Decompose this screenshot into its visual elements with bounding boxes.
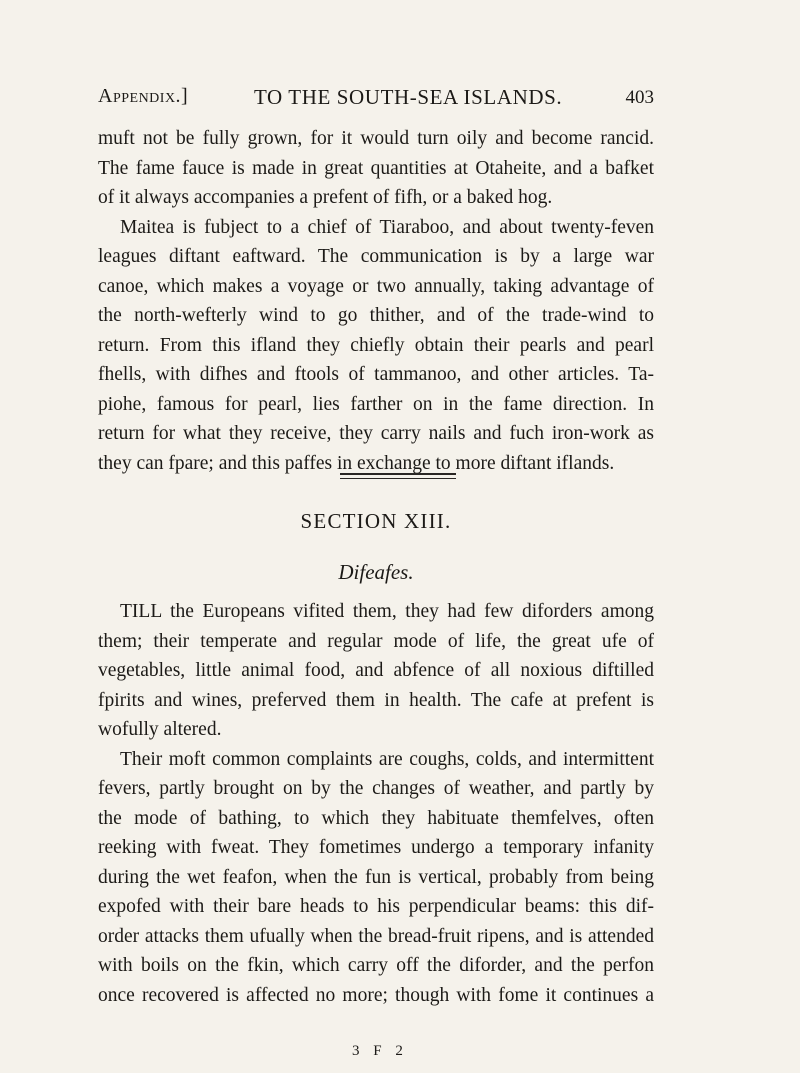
text-line: the north-wefterly wind to go thither, and of the trade-wind to	[98, 305, 654, 326]
text-line: vegetables, little animal food, and abfence of all noxious diftilled	[98, 660, 654, 681]
text-line: of it always accompanies a prefent of fifh, or a baked hog.	[98, 187, 553, 208]
section-subtitle: Difeafes.	[338, 560, 414, 584]
text-line: Their moft common complaints are coughs, colds, and intermittent	[120, 748, 654, 770]
text-line: return for what they receive, they carry nails and fuch iron-work as	[98, 423, 654, 444]
text-line: The fame fauce is made in great quantities at Otaheite, and a bafket	[98, 157, 654, 179]
running-header	[98, 85, 654, 115]
section-divider	[340, 478, 456, 479]
text-line: reeking with fweat. They fometimes undergo a temporary infanity	[98, 837, 654, 858]
text-line: piohe, famous for pearl, lies farther on in the fame direction. In	[98, 393, 654, 415]
header-title: TO THE SOUTH-SEA ISLANDS.	[254, 85, 563, 109]
section-paragraph-2	[98, 745, 654, 1011]
text-line: with boils on the fkin, which carry off the diforder, and the perfon	[98, 955, 654, 976]
text-line: the mode of bathing, to which they habituate themfelves, often	[98, 807, 654, 829]
section-divider	[340, 473, 456, 475]
text-line: they can fpare; and this paffes in exchange to more diftant iflands.	[98, 452, 615, 474]
paragraph-2	[98, 213, 654, 479]
printer-signature: 3 F 2	[352, 1043, 408, 1059]
text-line: leagues diftant eaftward. The communication is by a large war	[98, 246, 654, 267]
page-number: 403	[625, 87, 654, 108]
text-line: TILL the Europeans vifited them, they had few diforders among	[120, 601, 654, 622]
text-line: fpirits and wines, preferved them in health. The cafe at prefent is	[98, 689, 654, 711]
text-line: Maitea is fubject to a chief of Tiaraboo, and about twenty-feven	[120, 216, 654, 238]
paragraph-1	[98, 124, 654, 213]
text-line: fhells, with difhes and ftools of tammanoo, and other articles. Ta-	[98, 364, 654, 385]
text-line: order attacks them ufually when the bread-fruit ripens, and is attended	[98, 925, 654, 947]
text-line: them; their temperate and regular mode of life, the great ufe of	[98, 630, 654, 652]
text-line: return. From this ifland they chiefly obtain their pearls and pearl	[98, 334, 654, 356]
text-line: wofully altered.	[98, 719, 222, 740]
text-line: during the wet feafon, when the fun is vertical, probably from being	[98, 866, 654, 888]
text-line: once recovered is affected no more; though with fome it continues a	[98, 984, 654, 1006]
header-appendix-label: Appendix.]	[98, 85, 189, 107]
text-line: expofed with their bare heads to his perpendicular beams: this dif-	[98, 896, 654, 917]
text-line: muft not be fully grown, for it would turn oily and become rancid.	[98, 128, 654, 149]
section-title: SECTION XIII.	[300, 509, 452, 533]
section-paragraph-1	[98, 597, 654, 745]
text-line: fevers, partly brought on by the changes of weather, and partly by	[98, 778, 654, 799]
text-line: canoe, which makes a voyage or two annually, taking advantage of	[98, 275, 654, 297]
